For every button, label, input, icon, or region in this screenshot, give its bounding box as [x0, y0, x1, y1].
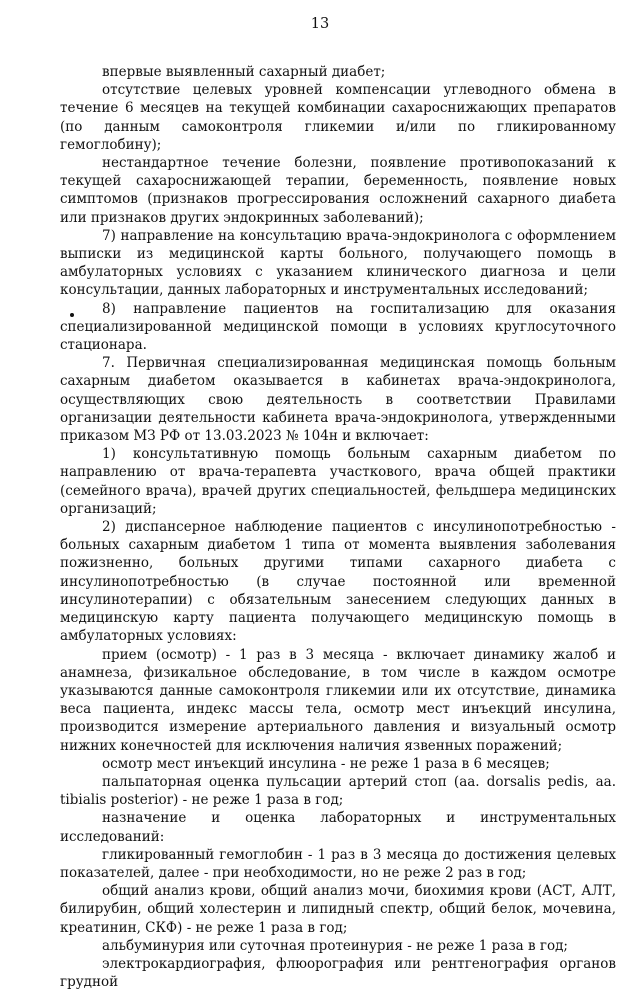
paragraph: прием (осмотр) - 1 раз в 3 месяца - включает динамику жалоб и анамнеза, физикальное обследование, в том числе в каждом осмотре указываются данные самоконтроля гликемии или их отсутствие, динамика веса пациента, индекс массы тела, осмотр мест инъекций инсулина, производится измерение артериального давления и визуальный осмотр нижних конечностей для исключения наличия язвенных поражений;	[60, 646, 616, 754]
paragraph: отсутствие целевых уровней компенсации углеводного обмена в течение 6 месяцев на текущей комбинации сахароснижающих препаратов (по данным самоконтроля гликемии и/или по гликированному гемоглобину);	[60, 82, 616, 153]
paragraph: 8) направление пациентов на госпитализацию для оказания специализированной медицинской помощи в условиях круглосуточного стационара.	[60, 300, 616, 354]
paragraph: 7) направление на консультацию врача-эндокринолога с оформлением выписки из медицинской карты больного, получающего помощь в амбулаторных условиях с указанием клинического диагноза и цели консультации, данных лабораторных и инструментальных исследований;	[60, 227, 616, 299]
page-number: 13	[310, 16, 330, 32]
paragraph: альбуминурия или суточная протеинурия - не реже 1 раза в год;	[102, 937, 568, 954]
paragraph: впервые выявленный сахарный диабет;	[102, 64, 386, 80]
paragraph: нестандартное течение болезни, появление противопоказаний к текущей сахароснижающей терапии, беременность, появление новых симптомов (признаков прогрессирования осложнений сахарного диабета или признаков других эндокринных заболеваний);	[60, 155, 616, 226]
paragraph: пальпаторная оценка пульсации артерий стоп (aa. dorsalis pedis, aa. tibialis posterior) - не реже 1 раза в год;	[60, 773, 616, 809]
document-body	[60, 63, 616, 991]
paragraph: электрокардиография, флюорография или рентгенография органов грудной	[60, 955, 616, 991]
paragraph: 1) консультативную помощь больным сахарным диабетом по направлению от врача-терапевта участкового, врача общей практики (семейного врача), врачей других специальностей, фельдшера медицинских организаций;	[60, 446, 616, 517]
paragraph: 2) диспансерное наблюдение пациентов с инсулинопотребностью - больных сахарным диабетом 1 типа от момента выявления заболевания пожизненно, больных другими типами сахарного диабета с инсулинопотребностью (в случае постоянной или временной инсулинотерапии) с обязательным занесением следующих данных в медицинскую карту пациента получающего медицинскую помощь в амбулаторных условиях:	[60, 519, 616, 645]
paragraph: общий анализ крови, общий анализ мочи, биохимия крови (АСТ, АЛТ, билирубин, общий холестерин и липидный спектр, общий белок, мочевина, креатинин, СКФ) - не реже 1 раза в год;	[60, 883, 616, 936]
paragraph: гликированный гемоглобин - 1 раз в 3 месяца до достижения целевых показателей, далее - при необходимости, но не реже 2 раз в год;	[60, 846, 616, 881]
paragraph: осмотр мест инъекций инсулина - не реже 1 раза в 6 месяцев;	[102, 755, 550, 772]
paragraph: 7. Первичная специализированная медицинская помощь больным сахарным диабетом оказывается в кабинетах врача-эндокринолога, осуществляющих свою деятельность в соответствии Правилами организации деятельности кабинета врача-эндокринолога, утвержденными приказом МЗ РФ от 13.03.2023 № 104н и включает:	[60, 355, 616, 445]
paragraph: назначение и оценка лабораторных и инструментальных исследований:	[60, 810, 616, 845]
